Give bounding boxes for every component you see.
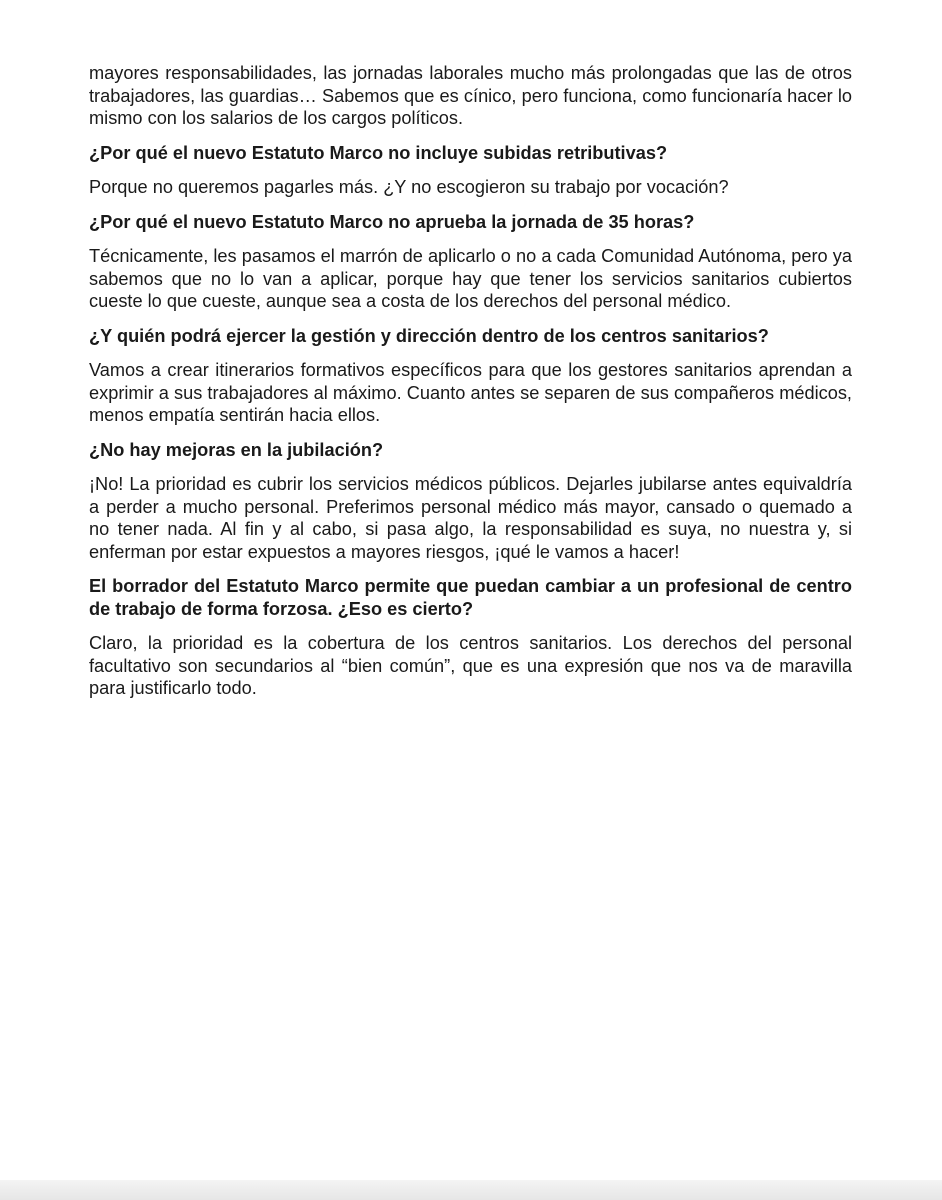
answer-35-hour-week: Técnicamente, les pasamos el marrón de aplicarlo o no a cada Comunidad Autónoma, pero ya sabemos que no lo van a aplicar, porque hay que tener los servicios sanitarios cubiertos cueste lo que cueste, aunque sea a costa de los derechos del personal médico.: [89, 246, 852, 311]
question-retirement: ¿No hay mejoras en la jubilación?: [89, 439, 384, 460]
document-body: [89, 62, 852, 712]
answer-forced-transfer: Claro, la prioridad es la cobertura de los centros sanitarios. Los derechos del personal facultativo son secundarios al “bien común”, que es una expresión que nos va de maravilla para justificarlo todo.: [89, 633, 852, 698]
answer-retributive-raises: Porque no queremos pagarles más. ¿Y no escogieron su trabajo por vocación?: [89, 177, 729, 197]
answer-retirement: ¡No! La prioridad es cubrir los servicios médicos públicos. Dejarles jubilarse antes equivaldría a perder a mucho personal. Preferimos personal médico más mayor, cansado o quemado a no tener nada. Al fin y al cabo, si pasa algo, la responsabilidad es suya, no nuestra y, si enferman por estar expuestos a mayores riesgos, ¡qué le vamos a hacer!: [89, 474, 852, 562]
paragraph-intro: mayores responsabilidades, las jornadas laborales mucho más prolongadas que las de otros trabajadores, las guardias… Sabemos que es cínico, pero funciona, como funcionaría hacer lo mismo con los salarios de los cargos políticos.: [89, 63, 852, 128]
question-retributive-raises: ¿Por qué el nuevo Estatuto Marco no incluye subidas retributivas?: [89, 142, 668, 163]
question-management: ¿Y quién podrá ejercer la gestión y dirección dentro de los centros sanitarios?: [89, 325, 769, 346]
question-35-hour-week: ¿Por qué el nuevo Estatuto Marco no aprueba la jornada de 35 horas?: [89, 211, 695, 232]
question-forced-transfer: El borrador del Estatuto Marco permite que puedan cambiar a un profesional de centro de trabajo de forma forzosa. ¿Eso es cierto?: [89, 576, 852, 619]
page-bottom-edge: [0, 1180, 942, 1200]
answer-management: Vamos a crear itinerarios formativos específicos para que los gestores sanitarios aprendan a exprimir a sus trabajadores al máximo. Cuanto antes se separen de sus compañeros médicos, menos empatía sentirán hacia ellos.: [89, 360, 852, 425]
